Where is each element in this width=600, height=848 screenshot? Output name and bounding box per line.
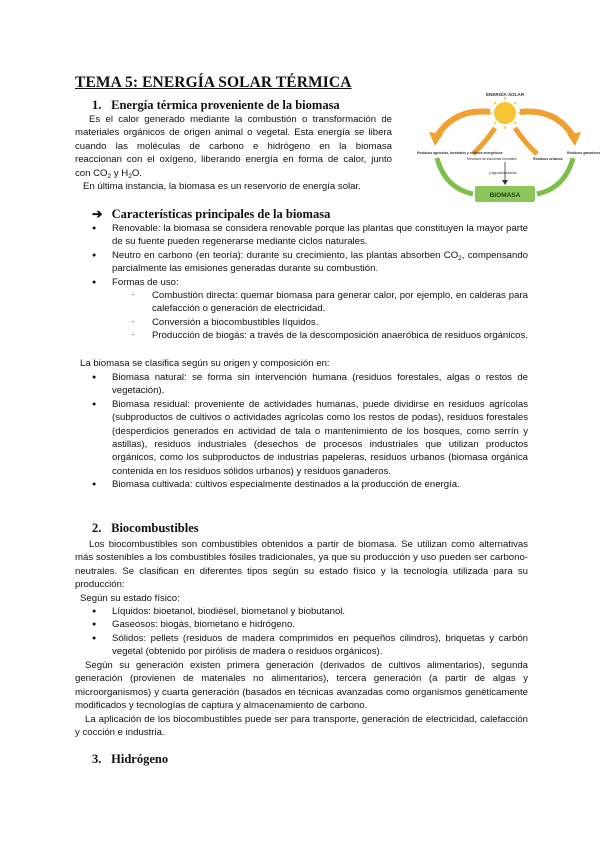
- section-number: 1.: [92, 98, 102, 112]
- section-2-paragraph-2: Según su generación existen primera generación (derivados de cultivos alimentarios), segunda generación (provienen de materiales no alimentarios), tercera generación (a partir de algas y microorganismos) y cuarta generación (basados en técnicas avanzadas como organismos genéticamente modificados y tecnologías de captura y almacenamiento de carbono.: [75, 660, 528, 712]
- diagram-right-label-1: Residuos urbanos: [533, 157, 563, 161]
- section-2-paragraph-3: La aplicación de los biocombustibles puede ser para transporte, generación de electricidad, calefacción y cocción e industria.: [75, 714, 528, 739]
- biomass-diagram: [415, 88, 600, 210]
- section-title: Hidrógeno: [111, 752, 169, 766]
- section-title: Características principales de la biomasa: [111, 207, 331, 221]
- diagram-center-label-2: y agroalimentarias: [489, 171, 517, 175]
- diagram-box-label: BIOMASA: [489, 192, 521, 199]
- arrow-right-icon: ➔: [92, 207, 103, 221]
- page-title: TEMA 5: ENERGÍA SOLAR TÉRMICA: [75, 74, 352, 91]
- section-1-heading: [92, 98, 340, 113]
- arrow-right-green: [537, 158, 573, 194]
- uses-list: [112, 289, 528, 343]
- sun-icon: [489, 97, 521, 129]
- section-3-heading: [92, 752, 168, 767]
- list-item: ● Biomasa residual: proveniente de actividades humanas, puede dividirse en residuos agrícolas (subproductos de cultivos o actividades agrícolas como los restos de podas), residuos forestales (desperdicios generados en actividad de tala o mantenimiento de los bosques, como serrín y astillas), residuos industriales (desechos de procesos industriales que utilizan productos orgánicos, como los subproductos de industrias papeleras, residuos urbanos (biomasa orgánica contenida en los residuos sólidos urbanos) y residuos ganaderos.: [88, 398, 528, 478]
- section-title: Biocombustibles: [111, 521, 199, 535]
- text-line: cuando las moléculas de carbono e hidrógeno en la biomasa: [75, 140, 392, 152]
- text-line: reaccionan con el oxígeno, liberando energía en forma de calor, junto: [75, 154, 392, 166]
- text-line: materiales orgánicos de origen animal o vegetal. Esta energía se libera: [75, 127, 392, 139]
- section-number: 3.: [92, 752, 102, 766]
- list-item: ● Sólidos: pellets (residuos de madera comprimidos en pequeños cilindros), briquetas y carbón vegetal (obtenido por pirólisis de madera o residuos orgánicos).: [88, 632, 528, 659]
- arrow-inner-right-orange: [515, 128, 537, 154]
- classification-intro: La biomasa se clasifica según su origen y composición en:: [80, 358, 330, 369]
- list-item: ● Biomasa natural: se forma sin intervención humana (residuos forestales, algas o restos de vegetación).: [88, 371, 528, 398]
- section-number: 2.: [92, 521, 102, 535]
- list-item: ● Renovable: la biomasa se considera renovable porque las plantas que constituyen la mayor parte de su fuente pueden regenerarse mediante ciclos naturales.: [88, 222, 528, 249]
- section-2-paragraph-1: Los biocombustibles son combustibles obtenidos a partir de biomasa. Se utilizan como alternativas más sostenibles a los combustibles fósiles tradicionales, ya que su producción y uso pueden ser carbono-neutrales. Se clasifican en diferentes tipos según su estado físico y la tecnología utilizada para su producción:: [75, 539, 528, 591]
- states-list: [88, 605, 528, 659]
- characteristics-list: [88, 222, 528, 343]
- diagram-center-label-1: Residuos de industrias forestales: [467, 157, 517, 161]
- list-item: ● Líquidos: bioetanol, biodiésel, biometanol y biobutanol.: [88, 605, 528, 618]
- diagram-right-label-2: Residuos ganaderos: [567, 151, 600, 155]
- list-item: ● Biomasa cultivada: cultivos especialmente destinados a la producción de energía.: [88, 478, 528, 491]
- section-1-paragraph: [75, 113, 392, 193]
- text-line: Es el calor generado mediante la combustión o transformación de: [89, 114, 392, 125]
- diagram-left-label: Residuos agrícolas, forestales y cultivos energéticos: [417, 151, 503, 155]
- arrow-left-green: [437, 158, 473, 194]
- list-item: ● Gaseosos: biogás, biometano e hidrógeno.: [88, 618, 528, 631]
- state-intro: Según su estado físico:: [80, 593, 180, 604]
- diagram-top-label: ENERGÍA SOLAR: [485, 92, 525, 97]
- list-item: - Producción de biogás: a través de la descomposición anaeróbica de residuos orgánicos.: [112, 329, 528, 342]
- text-line: En última instancia, la biomasa es un reservorio de energía solar.: [83, 181, 361, 193]
- section-title: Energía térmica proveniente de la biomasa: [111, 98, 340, 112]
- classification-list: [88, 371, 528, 492]
- section-2-heading: [92, 521, 199, 536]
- list-item: ● Neutro en carbono (en teoría): durante su crecimiento, las plantas absorben $CO_2$, compensando parcialmente las emisiones generadas durante su combustión.: [88, 249, 528, 276]
- list-item: ● Formas de uso: - Combustión directa: quemar biomasa para generar calor, por ejemplo, en calderas para calefacción o generación de electricidad. - Conversión a biocombustibles líquidos. - Producción de biogás: a través de la descomposición anaeróbica de residuos orgánicos.: [88, 276, 528, 343]
- arrow-right-orange: [520, 112, 573, 137]
- arrow-left-orange: [437, 112, 490, 137]
- list-item: - Conversión a biocombustibles líquidos.: [112, 316, 528, 329]
- text-line: con $CO_2$ y $H_2O$.: [75, 167, 142, 180]
- list-item: - Combustión directa: quemar biomasa para generar calor, por ejemplo, en calderas para calefacción o generación de electricidad.: [112, 289, 528, 316]
- characteristics-heading: [92, 206, 330, 222]
